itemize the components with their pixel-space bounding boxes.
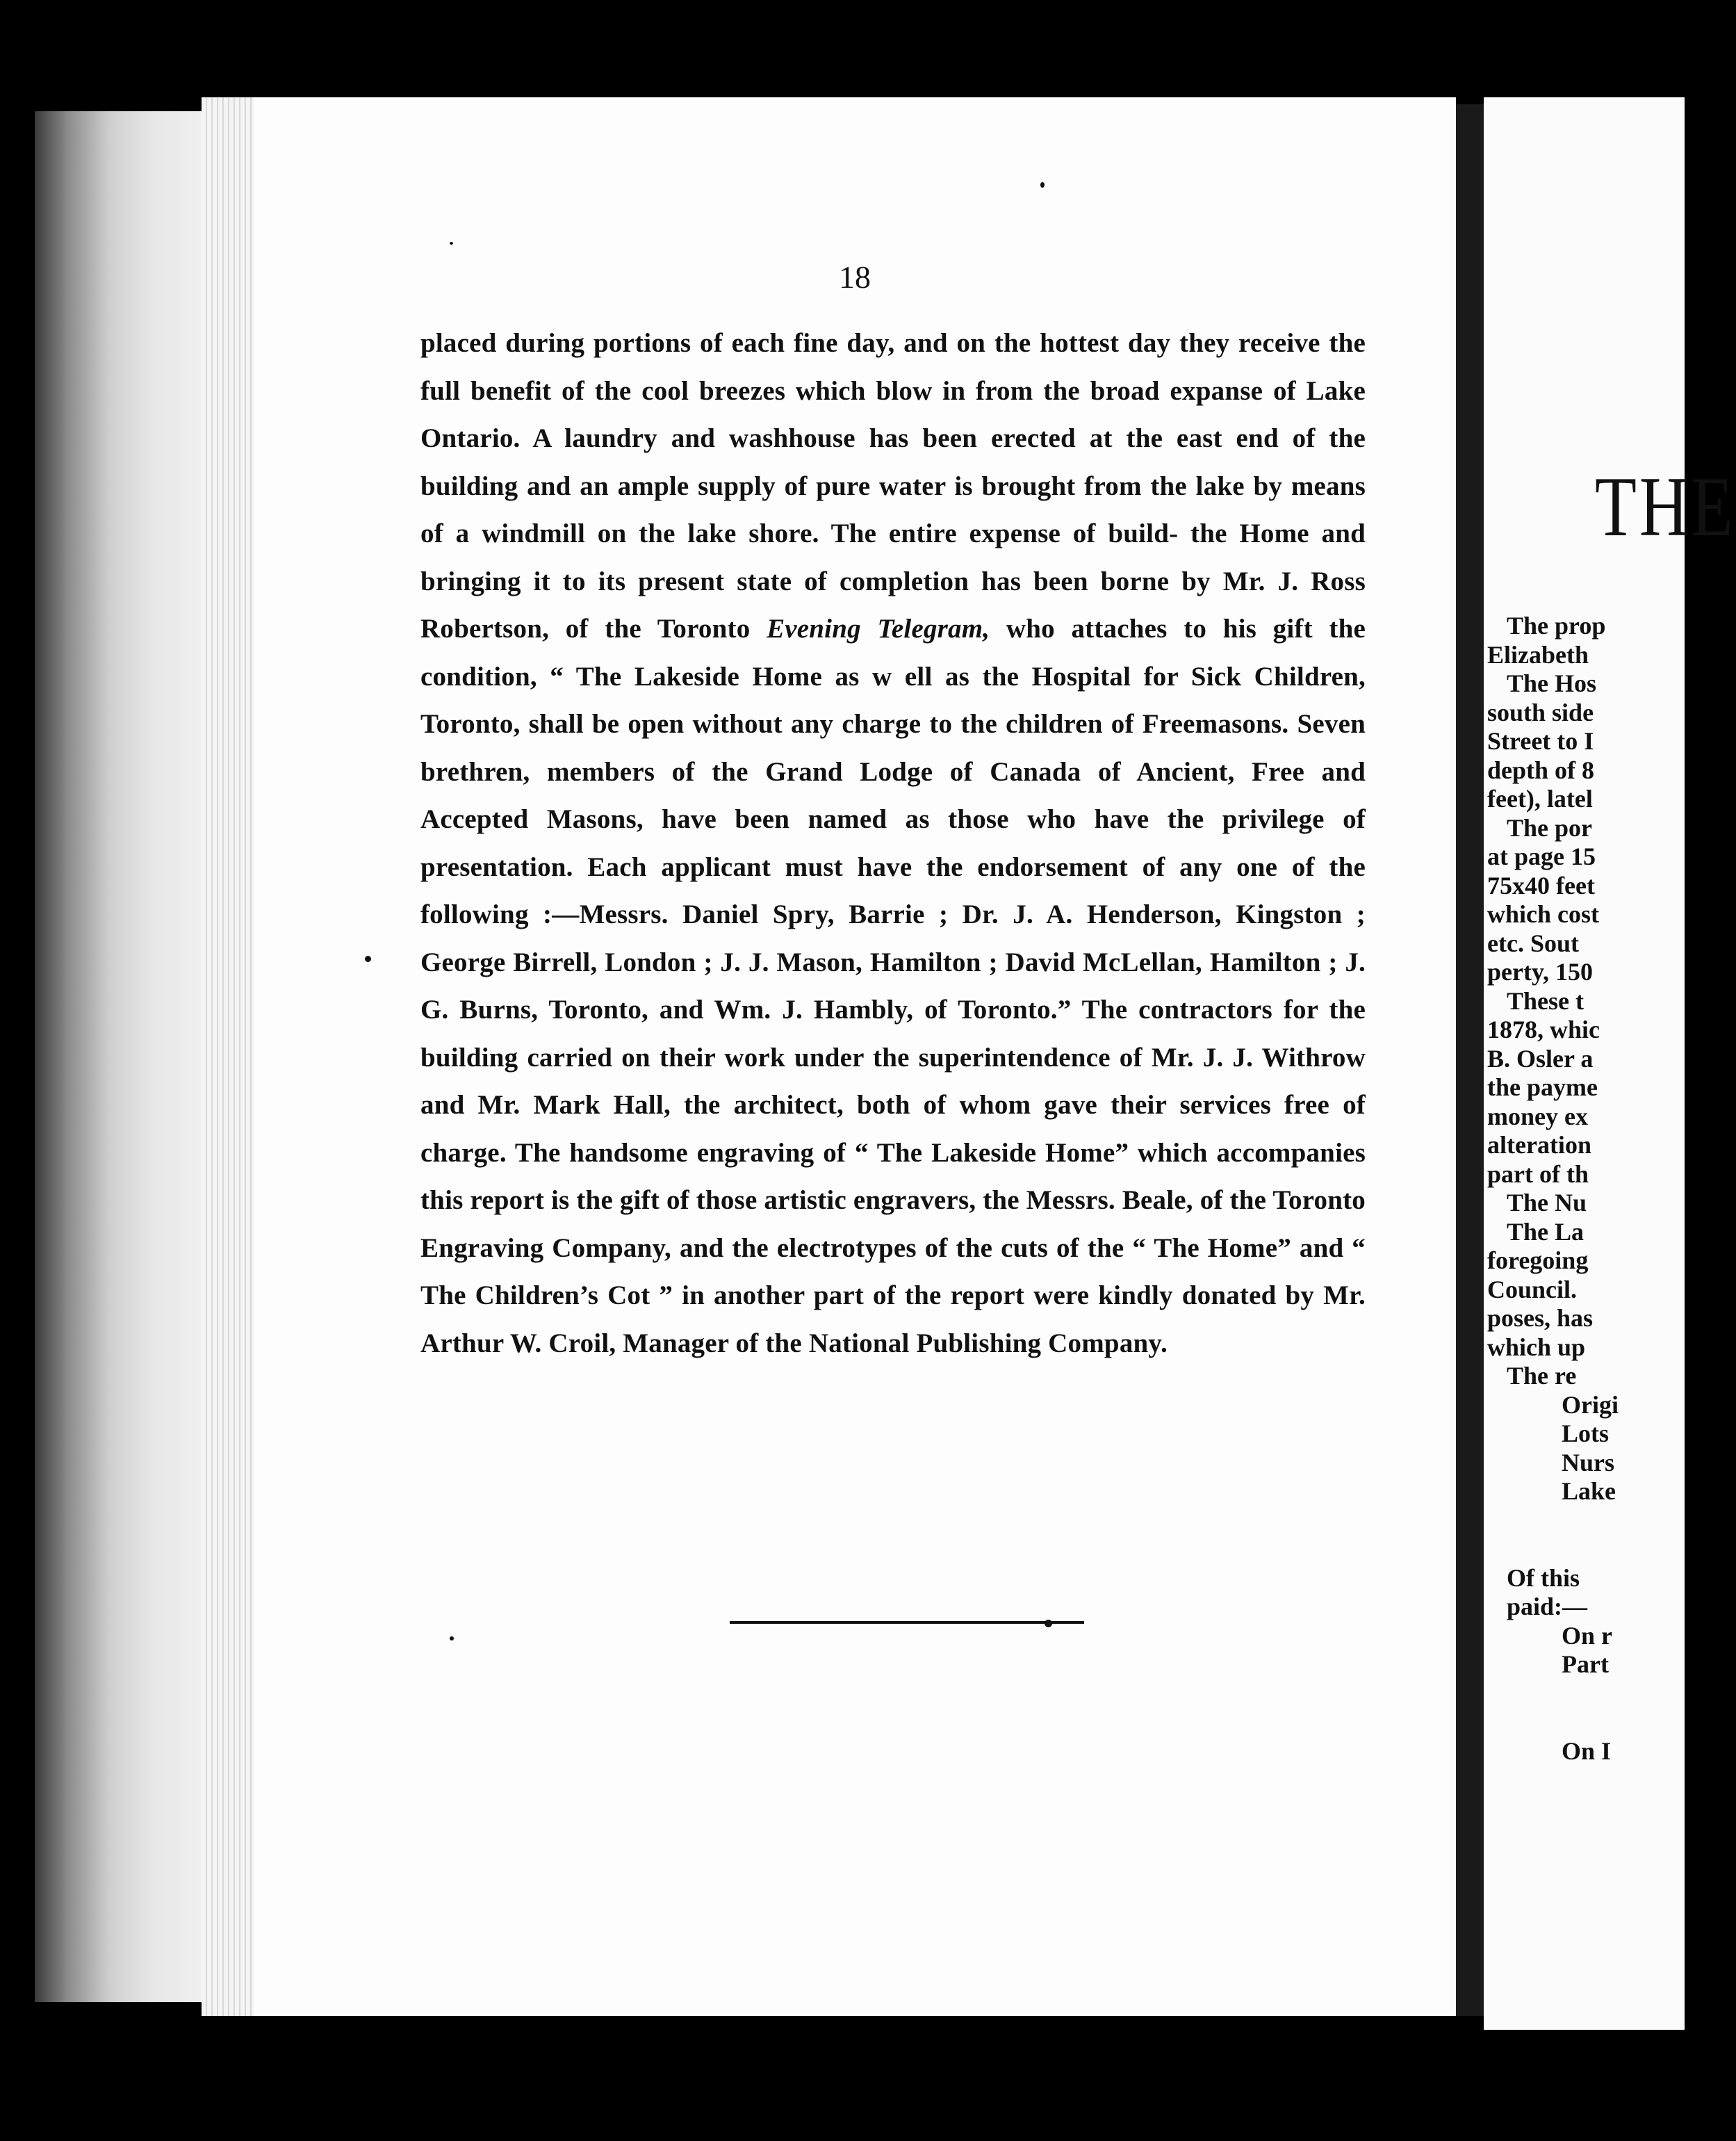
right-page-line <box>1487 1535 1600 1564</box>
right-page <box>1484 97 1736 2030</box>
right-page-line: depth of 8 <box>1487 756 1595 784</box>
right-page-line: foregoing <box>1487 1246 1589 1274</box>
right-page-line: On r <box>1562 1621 1613 1650</box>
right-page-line <box>1487 1708 1600 1737</box>
right-page-line: 75x40 feet <box>1487 871 1595 899</box>
right-page-line: part of th <box>1487 1159 1589 1188</box>
right-page-line: Of this <box>1507 1563 1580 1592</box>
body-paragraph <box>420 320 1366 1367</box>
right-page-line: which cost <box>1487 900 1599 928</box>
right-page-line: Lots <box>1562 1419 1610 1447</box>
page-number: 18 <box>839 259 871 295</box>
right-page-line <box>1487 1506 1600 1536</box>
book-gutter <box>1456 104 1484 2016</box>
right-page-line: Part <box>1562 1650 1609 1678</box>
body-text-part-2: who attaches to his gift the condition, “ The Lakeside Home as w ell as the Hospital for Sick Children, Toronto, shall be open without any charge to the children of Freemasons. Seven brethren, members of the Grand Lodge of Canada of Ancient, Free and Accepted Masons, have been named as those who have the privilege of presentation. Each applicant must have the endorsement of any one of the following :—Messrs. Daniel Spry, Barrie ; Dr. J. A. Henderson, Kingston ; George Birrell, London ; J. J. Mason, Hamilton ; David McLellan, Hamilton ; J. G. Burns, Toronto, and Wm. J. Hambly, of Toronto.” The contractors for the building carried on their work under the superintendence of Mr. J. J. Withrow and Mr. Mark Hall, the architect, both of whom gave their services free of charge. The handsome engraving of “ The Lakeside Home” which accompanies this report is the gift of those artistic engravers, the Messrs. Beale, of the Toronto Engraving Company, and the electrotypes of the cuts of the “ The Home” and “ The Children’s Cot ” in another part of the report were kindly donated by Mr. Arthur W. Croil, Manager of the National Publishing Company. <box>420 614 1366 1358</box>
page-stack-edge <box>202 97 257 2016</box>
print-speck <box>1040 182 1045 188</box>
right-page-line: alteration <box>1487 1131 1591 1159</box>
right-page-line: Council. <box>1487 1275 1578 1303</box>
right-page-text <box>1484 612 1619 1766</box>
right-page-line: money ex <box>1487 1102 1588 1130</box>
right-page-line: perty, 150 <box>1487 958 1593 986</box>
section-divider-rule <box>730 1621 1084 1624</box>
right-page-line: south side <box>1487 698 1594 726</box>
right-page-line: Origi <box>1562 1390 1619 1419</box>
right-page-line: The prop <box>1507 612 1606 640</box>
right-page-line: The Nu <box>1507 1189 1587 1216</box>
right-page-line: These t <box>1507 986 1584 1015</box>
right-page-line: On I <box>1562 1736 1612 1765</box>
right-page-line: etc. Sout <box>1487 929 1579 957</box>
print-speck <box>450 242 453 245</box>
right-page-line: the payme <box>1487 1073 1598 1101</box>
right-page-heading: THE <box>1595 460 1736 555</box>
body-text-part-1: placed during portions of each fine day, and on the hottest day they receive the full benefit of the cool breezes which blow in from the broad expanse of Lake Ontario. A laundry and washhouse has been erected at the east end of the building and an ample supply of pure water is brought from the lake by means of a windmill on the lake shore. The entire expense of build- the Home and bringing it to its present state of completion has been borne by Mr. J. Ross Robertson, of the Toronto <box>420 328 1366 644</box>
right-page-line: The La <box>1507 1217 1584 1246</box>
print-speck <box>450 1636 454 1641</box>
right-page-line: Street to I <box>1487 727 1594 755</box>
body-text-italic: Evening Telegram, <box>767 614 990 644</box>
right-page-line <box>1487 1679 1600 1709</box>
right-page-line: poses, has <box>1487 1304 1594 1332</box>
left-page <box>254 97 1456 2016</box>
right-page-line: paid:— <box>1507 1593 1588 1620</box>
print-speck <box>1045 1620 1052 1627</box>
print-speck <box>365 956 371 962</box>
book-binding-left <box>35 111 202 2002</box>
right-page-line: B. Osler a <box>1487 1044 1594 1073</box>
right-page-line: which up <box>1487 1333 1586 1361</box>
right-page-line: Elizabeth <box>1487 640 1589 669</box>
right-page-line: 1878, whic <box>1487 1016 1600 1043</box>
right-page-line: at page 15 <box>1487 842 1596 870</box>
right-page-line: The re <box>1507 1362 1577 1390</box>
right-page-line: feet), latel <box>1487 785 1593 813</box>
right-page-line: Lake <box>1562 1477 1616 1505</box>
right-page-line: The Hos <box>1507 669 1597 697</box>
right-page-line: The por <box>1507 813 1593 842</box>
right-page-line: Nurs <box>1562 1448 1615 1476</box>
